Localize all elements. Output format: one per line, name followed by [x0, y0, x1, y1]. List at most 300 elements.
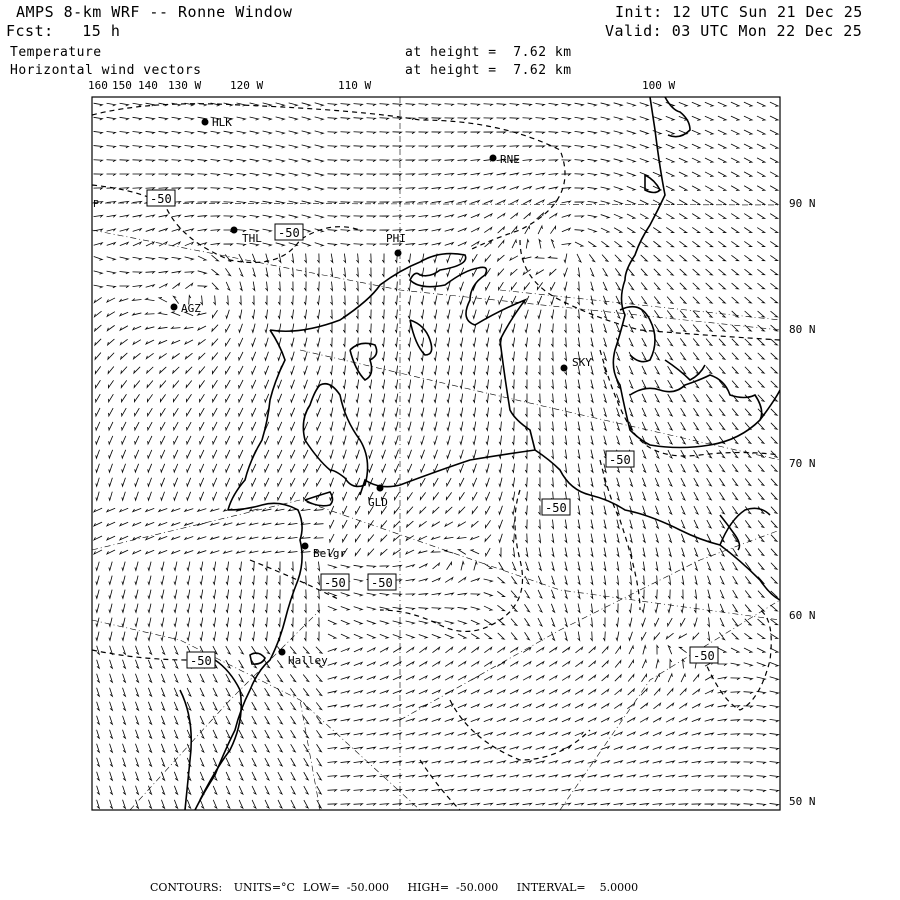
- wind-vector: [562, 103, 571, 106]
- wind-vector: [666, 703, 673, 708]
- wind-vector: [107, 174, 116, 176]
- wind-vector: [499, 366, 501, 375]
- wind-vector: [278, 464, 282, 472]
- wind-vector: [330, 366, 332, 375]
- wind-vector: [549, 704, 557, 708]
- wind-vector: [499, 464, 502, 473]
- wind-vector: [770, 662, 778, 666]
- wind-vector: [668, 450, 672, 458]
- wind-vector: [419, 676, 427, 680]
- wind-vector: [604, 548, 606, 557]
- wind-vector: [731, 130, 739, 134]
- wind-vector: [601, 732, 609, 736]
- wind-vector: [588, 242, 595, 247]
- wind-vector: [458, 593, 467, 595]
- wind-vector: [640, 761, 649, 763]
- wind-vector: [486, 366, 488, 375]
- wind-vector: [578, 632, 580, 641]
- wind-vector: [367, 691, 376, 694]
- wind-vector: [732, 409, 738, 416]
- wind-vector: [720, 548, 724, 556]
- wind-vector: [614, 200, 622, 204]
- wind-vector: [250, 523, 259, 525]
- wind-vector: [498, 633, 505, 639]
- wind-vector: [708, 618, 710, 627]
- wind-vector: [343, 352, 345, 361]
- wind-vector: [265, 786, 269, 794]
- wind-vector: [497, 146, 506, 148]
- wind-vector: [109, 478, 113, 487]
- wind-vector: [120, 103, 129, 106]
- wind-vector: [720, 562, 724, 570]
- wind-vector: [578, 478, 580, 487]
- wind-vector: [110, 772, 113, 781]
- wind-vector: [148, 688, 151, 696]
- wind-vector: [536, 132, 545, 134]
- wind-vector: [668, 506, 672, 514]
- wind-vector: [96, 464, 100, 473]
- wind-vector: [237, 159, 246, 162]
- wind-vector: [499, 450, 502, 459]
- wind-vector: [552, 394, 554, 403]
- wind-vector: [473, 352, 476, 361]
- wind-vector: [316, 675, 322, 682]
- wind-vector: [551, 450, 553, 459]
- lat-label: 90 N: [789, 197, 816, 210]
- wind-vector: [419, 608, 428, 610]
- wind-vector: [562, 704, 570, 708]
- wind-vector: [317, 772, 322, 780]
- wind-vector: [629, 590, 631, 599]
- wind-vector: [367, 775, 376, 777]
- wind-vector: [538, 576, 541, 584]
- wind-vector: [549, 718, 557, 722]
- wind-vector: [420, 492, 425, 499]
- wind-vector: [315, 509, 324, 511]
- wind-vector: [356, 464, 360, 472]
- wind-vector: [94, 311, 101, 317]
- wind-vector: [434, 478, 439, 486]
- wind-vector: [628, 675, 634, 682]
- wind-vector: [485, 255, 491, 262]
- wind-vector: [330, 422, 333, 431]
- wind-vector: [96, 408, 100, 416]
- wind-vector: [770, 214, 778, 219]
- wind-vector: [367, 804, 376, 806]
- wind-vector: [667, 689, 673, 696]
- wind-vector: [616, 408, 619, 416]
- wind-vector: [629, 296, 634, 304]
- wind-vector: [328, 160, 337, 162]
- wind-vector: [614, 173, 623, 176]
- wind-vector: [302, 509, 311, 511]
- wind-vector: [692, 227, 699, 232]
- wind-vector: [499, 436, 501, 445]
- wind-vector: [628, 269, 634, 276]
- wind-vector: [745, 297, 752, 303]
- wind-vector: [110, 702, 113, 711]
- wind-vector: [213, 730, 217, 738]
- wind-vector: [304, 618, 306, 627]
- wind-vector: [237, 216, 246, 218]
- wind-vector: [562, 243, 571, 245]
- wind-vector: [94, 146, 103, 148]
- wind-vector: [771, 437, 777, 443]
- wind-vector: [458, 146, 467, 148]
- wind-vector: [770, 228, 778, 233]
- wind-vector: [731, 102, 739, 106]
- svg-text:PHI: PHI: [386, 232, 406, 245]
- wind-vector: [640, 775, 649, 777]
- wind-vector: [121, 367, 127, 374]
- wind-vector: [484, 747, 493, 750]
- wind-vector: [653, 747, 662, 750]
- wind-vector: [458, 733, 467, 736]
- wind-vector: [328, 705, 337, 707]
- wind-vector: [211, 537, 220, 540]
- wind-vector: [317, 618, 319, 627]
- wind-vector: [575, 216, 584, 218]
- wind-vector: [692, 186, 700, 191]
- wind-vector: [471, 242, 479, 247]
- wind-vector: [510, 747, 519, 750]
- wind-vector: [459, 492, 464, 500]
- wind-vector: [172, 160, 181, 162]
- wind-vector: [136, 800, 139, 808]
- wind-vector: [380, 118, 389, 120]
- wind-vector: [523, 761, 532, 763]
- wind-vector: [356, 422, 359, 431]
- wind-vector: [744, 241, 751, 246]
- wind-vector: [393, 104, 402, 106]
- wind-vector: [731, 214, 739, 219]
- wind-vector: [250, 131, 259, 134]
- wind-vector: [679, 172, 687, 176]
- wind-vector: [341, 118, 350, 120]
- wind-vector: [239, 660, 244, 668]
- wind-vector: [419, 803, 428, 805]
- wind-vector: [434, 394, 437, 403]
- wind-vector: [354, 607, 363, 611]
- wind-vector: [198, 286, 207, 288]
- wind-vector: [642, 394, 646, 402]
- wind-vector: [161, 800, 164, 808]
- wind-vector: [354, 620, 362, 624]
- wind-vector: [354, 132, 363, 134]
- wind-vector: [109, 590, 112, 599]
- wind-vector: [302, 145, 311, 148]
- wind-vector: [629, 604, 631, 613]
- wind-vector: [732, 311, 739, 317]
- svg-text:GLD: GLD: [368, 496, 388, 509]
- contour-label: [606, 451, 634, 467]
- wind-vector: [641, 269, 647, 276]
- wind-vector: [120, 312, 128, 316]
- wind-vector: [187, 674, 191, 682]
- wind-vector: [719, 353, 725, 360]
- wind-vector: [239, 254, 243, 262]
- wind-vector: [304, 282, 306, 291]
- wind-vector: [445, 775, 454, 777]
- wind-vector: [213, 688, 217, 696]
- wind-vector: [394, 506, 400, 513]
- wind-vector: [682, 548, 685, 557]
- wind-vector: [680, 324, 686, 331]
- wind-vector: [616, 394, 619, 402]
- wind-vector: [445, 634, 453, 638]
- wind-vector: [627, 761, 636, 764]
- wind-vector: [356, 296, 358, 305]
- wind-vector: [408, 422, 411, 431]
- wind-vector: [578, 576, 580, 585]
- wind-vector: [758, 311, 765, 317]
- wind-vector: [693, 339, 699, 346]
- wind-vector: [575, 117, 584, 120]
- wind-vector: [120, 550, 128, 554]
- wind-vector: [770, 297, 777, 303]
- wind-vector: [445, 747, 454, 749]
- wind-vector: [458, 647, 465, 653]
- wind-vector: [135, 688, 138, 696]
- wind-vector: [343, 282, 345, 291]
- wind-vector: [356, 478, 360, 486]
- wind-vector: [94, 508, 102, 512]
- wind-vector: [159, 284, 167, 288]
- wind-vector: [315, 215, 324, 218]
- wind-vector: [641, 296, 646, 303]
- wind-vector: [617, 548, 619, 557]
- wind-vector: [382, 408, 385, 417]
- wind-vector: [303, 716, 308, 723]
- wind-vector: [302, 131, 311, 134]
- wind-vector: [252, 366, 256, 374]
- wind-vector: [680, 311, 686, 318]
- wind-vector: [318, 576, 320, 585]
- wind-vector: [471, 718, 479, 721]
- wind-vector: [732, 618, 737, 625]
- wind-vector: [720, 492, 725, 499]
- wind-vector: [174, 464, 178, 472]
- wind-vector: [107, 536, 115, 540]
- wind-vector: [239, 436, 243, 444]
- wind-vector: [278, 772, 282, 780]
- wind-vector: [330, 338, 332, 347]
- wind-vector: [642, 590, 644, 599]
- wind-vector: [331, 282, 333, 291]
- wind-vector: [120, 131, 129, 133]
- wind-vector: [562, 174, 571, 176]
- wind-vector: [617, 576, 619, 585]
- wind-vector: [484, 690, 492, 694]
- wind-vector: [681, 492, 685, 500]
- wind-vector: [512, 562, 516, 570]
- wind-vector: [525, 366, 527, 375]
- wind-vector: [250, 537, 259, 539]
- wind-vector: [135, 436, 139, 444]
- wind-vector: [656, 562, 658, 571]
- svg-text:SKY: SKY: [572, 356, 592, 369]
- wind-vector: [705, 102, 713, 106]
- wind-vector: [382, 450, 386, 459]
- wind-vector: [629, 576, 631, 585]
- wind-vector: [161, 478, 165, 486]
- wind-vector: [291, 296, 293, 305]
- wind-vector: [601, 803, 610, 805]
- wind-vector: [250, 215, 259, 218]
- wind-vector: [174, 716, 178, 724]
- wind-vector: [226, 786, 230, 794]
- wind-vector: [172, 509, 181, 512]
- wind-vector: [419, 174, 428, 176]
- wind-vector: [252, 758, 256, 766]
- wind-vector: [551, 296, 554, 305]
- wind-vector: [458, 215, 467, 218]
- wind-vector: [354, 733, 363, 735]
- wind-vector: [315, 536, 324, 538]
- wind-vector: [536, 173, 545, 175]
- wind-vector: [770, 733, 779, 736]
- wind-vector: [107, 286, 116, 288]
- wind-vector: [680, 352, 685, 359]
- wind-vector: [679, 761, 688, 763]
- wind-vector: [318, 562, 320, 571]
- wind-vector: [369, 380, 372, 389]
- wind-vector: [266, 282, 268, 291]
- wind-vector: [497, 187, 506, 190]
- wind-vector: [642, 450, 646, 458]
- wind-vector: [719, 632, 724, 639]
- wind-vector: [148, 590, 151, 599]
- wind-vector: [265, 632, 267, 641]
- wind-vector: [120, 160, 129, 162]
- wind-vector: [757, 172, 765, 177]
- wind-vector: [395, 394, 398, 403]
- wind-vector: [591, 338, 593, 347]
- wind-vector: [278, 604, 280, 613]
- wind-vector: [161, 590, 164, 599]
- wind-vector: [382, 254, 384, 263]
- wind-vector: [395, 282, 397, 291]
- wind-vector: [655, 478, 659, 486]
- wind-vector: [694, 618, 697, 627]
- wind-vector: [499, 394, 501, 403]
- wind-vector: [681, 464, 685, 472]
- wind-vector: [263, 159, 272, 162]
- wind-vector: [471, 634, 479, 639]
- wind-vector: [745, 451, 751, 458]
- wind-vector: [718, 144, 726, 148]
- wind-vector: [354, 719, 363, 721]
- wind-vector: [614, 103, 623, 106]
- wind-vector: [97, 730, 100, 739]
- wind-vector: [694, 548, 697, 556]
- wind-vector: [252, 492, 256, 500]
- wind-vector: [199, 380, 204, 387]
- wind-vector: [731, 762, 740, 764]
- wind-vector: [160, 408, 165, 416]
- wind-vector: [304, 758, 309, 766]
- wind-vector: [511, 576, 516, 583]
- wind-vector: [172, 174, 181, 176]
- wind-vector: [252, 562, 254, 571]
- wind-vector: [174, 730, 177, 738]
- wind-vector: [330, 408, 333, 417]
- wind-vector: [291, 310, 293, 319]
- wind-vector: [458, 228, 466, 231]
- wind-vector: [757, 186, 765, 191]
- wind-vector: [549, 789, 558, 791]
- wind-vector: [757, 241, 764, 246]
- wind-vector: [484, 104, 493, 106]
- wind-vector: [159, 131, 168, 134]
- wind-vector: [213, 674, 217, 682]
- wind-vector: [549, 160, 558, 162]
- wind-vector: [601, 704, 609, 709]
- wind-vector: [770, 789, 779, 791]
- wind-vector: [161, 604, 164, 613]
- wind-vector: [434, 310, 437, 319]
- wind-vector: [421, 450, 425, 458]
- wind-vector: [135, 730, 138, 738]
- svg-text:-50: -50: [190, 654, 212, 668]
- wind-vector: [159, 327, 168, 329]
- wind-vector: [213, 716, 217, 724]
- wind-vector: [279, 254, 281, 263]
- wind-vector: [369, 310, 371, 319]
- svg-text:-50: -50: [278, 226, 300, 240]
- wind-vector: [356, 254, 358, 263]
- wind-vector: [536, 761, 545, 763]
- wind-vector: [731, 241, 738, 246]
- wind-vector: [601, 761, 610, 764]
- wind-vector: [616, 366, 619, 374]
- wind-vector: [640, 718, 648, 723]
- wind-vector: [186, 367, 192, 374]
- wind-vector: [640, 803, 649, 805]
- wind-vector: [174, 744, 177, 752]
- wind-vector: [486, 352, 489, 361]
- wind-vector: [304, 604, 306, 613]
- wind-vector: [705, 130, 713, 134]
- wind-vector: [212, 310, 217, 317]
- wind-vector: [161, 464, 165, 472]
- wind-vector: [146, 117, 155, 120]
- wind-vector: [744, 720, 753, 722]
- wind-vector: [265, 492, 269, 500]
- wind-vector: [367, 104, 376, 106]
- wind-vector: [109, 408, 114, 416]
- wind-vector: [693, 269, 700, 275]
- wind-vector: [758, 493, 764, 500]
- wind-vector: [720, 590, 724, 598]
- wind-vector: [341, 230, 350, 232]
- wind-vector: [110, 800, 113, 809]
- wind-vector: [614, 145, 623, 148]
- wind-vector: [601, 241, 608, 246]
- wind-vector: [408, 310, 410, 319]
- wind-vector: [317, 800, 321, 808]
- wind-vector: [627, 228, 635, 233]
- wind-vector: [758, 591, 764, 598]
- wind-vector: [135, 604, 138, 613]
- wind-vector: [551, 632, 554, 640]
- wind-vector: [278, 492, 282, 500]
- wind-vector: [510, 104, 519, 106]
- wind-vector: [654, 283, 660, 290]
- wind-vector: [406, 747, 415, 749]
- wind-vector: [239, 632, 241, 641]
- wind-vector: [510, 662, 518, 667]
